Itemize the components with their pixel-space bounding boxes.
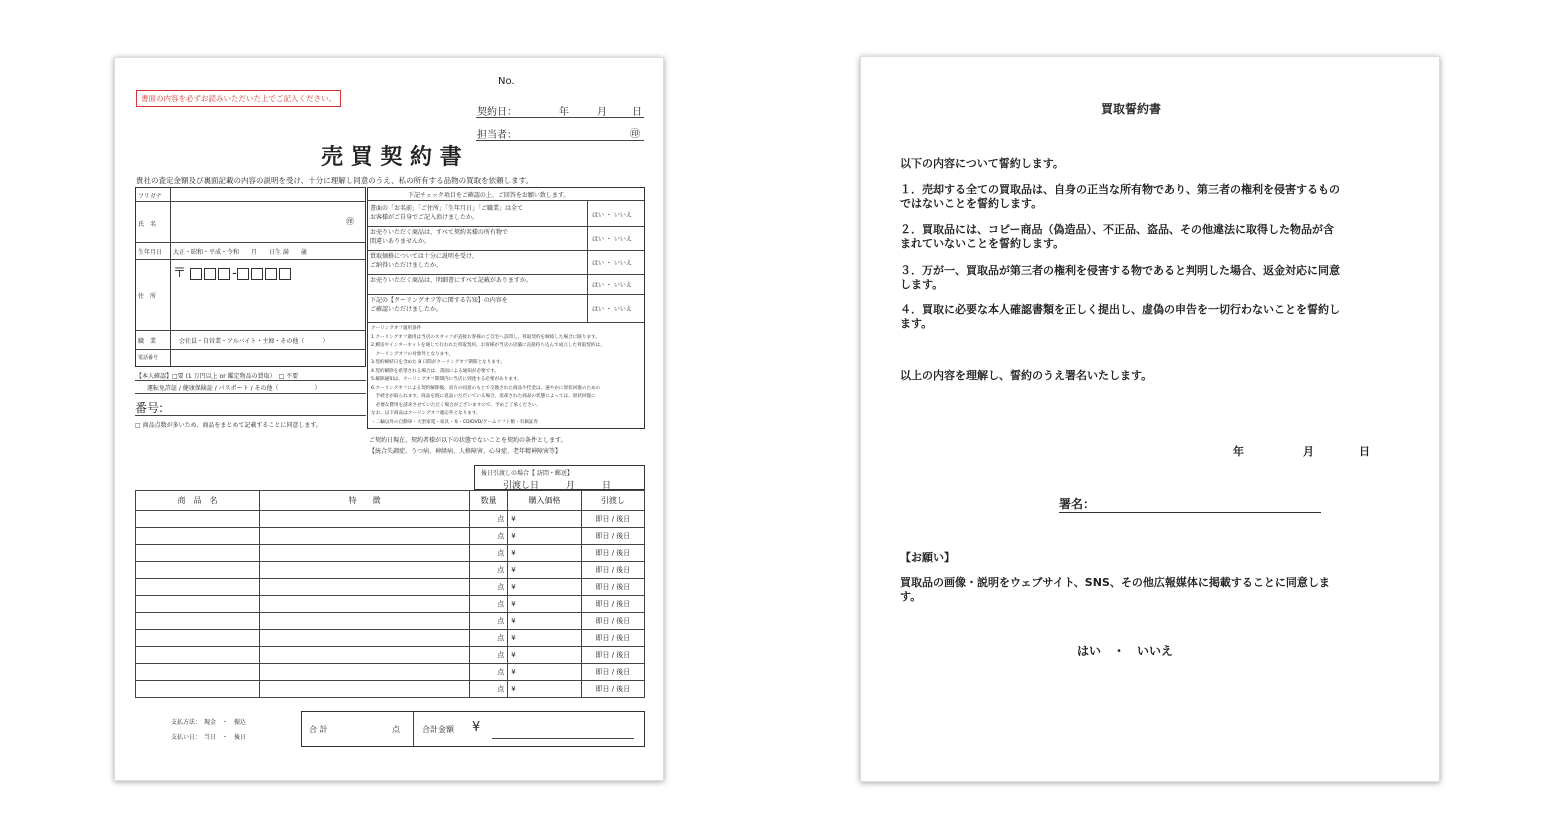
item-price-cell[interactable]: ¥	[508, 630, 582, 647]
intro-text: 貴社の査定金額及び裏面記載の内容の説明を受け、十分に理解し同意のうえ、私の所有する品物の買取を依頼します。	[136, 176, 534, 185]
cooling-off-line: ・二輪以外の自動車・大型家電・家具・本・CD/DVD/ゲームソフト類・有価証券	[371, 419, 538, 425]
payment-method: 支払方法： 現金 ・ 振込	[171, 719, 247, 726]
total-count-unit: 点	[392, 725, 400, 734]
item-feature-cell[interactable]	[260, 613, 470, 630]
check-answer-yes-no[interactable]: はい ・ いいえ	[592, 236, 632, 243]
table-row	[136, 681, 645, 698]
cooling-off-line: 6.クーリングオフによる契約解除後、双方の同意のもとで交換された商品や代金は、速やかに原状回復のための	[371, 385, 601, 391]
item-handover-cell[interactable]: 即日 / 後日	[581, 511, 644, 528]
header-item-name: 商 品 名	[136, 491, 260, 511]
pledge-item-line: ３．万が一、買取品が第三者の権利を侵害する物であると判明した場合、返金対応に同意	[900, 264, 1340, 277]
check-answer-yes-no[interactable]: はい ・ いいえ	[592, 282, 632, 289]
header-feature: 特 徴	[260, 491, 470, 511]
check-question: お売りいただく商品は、明細書にすべて記載がありますか。	[370, 277, 532, 284]
item-feature-cell[interactable]	[260, 647, 470, 664]
item-price-cell[interactable]: ¥	[508, 613, 582, 630]
contract-year: 年	[559, 107, 569, 118]
pledge-item-line: ２．買取品には、コピー商品（偽造品）、不正品、盗品、その他違法に取得した物品が含	[900, 223, 1335, 236]
item-price-cell[interactable]: ¥	[508, 562, 582, 579]
table-row	[136, 545, 645, 562]
item-feature-cell[interactable]	[260, 511, 470, 528]
item-feature-cell[interactable]	[260, 545, 470, 562]
item-handover-cell[interactable]: 即日 / 後日	[581, 681, 644, 698]
pledge-item-line: します。	[900, 278, 944, 291]
purchase-pledge-page	[860, 56, 1440, 782]
item-handover-cell[interactable]: 即日 / 後日	[581, 528, 644, 545]
job-value: 会社員・自営業・アルバイト・主婦・その他（ ）	[179, 338, 329, 345]
check-header: 下記チェック項目をご確認の上、ご回答をお願い致します。	[408, 192, 570, 199]
check-items-box	[367, 187, 645, 429]
table-row	[136, 579, 645, 596]
check-question: お客様がご自身でご記入頂けましたか。	[370, 214, 479, 221]
item-feature-cell[interactable]	[260, 630, 470, 647]
item-qty-cell[interactable]: 点	[470, 630, 508, 647]
item-qty-cell[interactable]: 点	[470, 562, 508, 579]
table-row	[136, 562, 645, 579]
table-row	[136, 647, 645, 664]
table-row	[136, 528, 645, 545]
cooling-off-line: クーリングオフの対象外となります。	[371, 351, 454, 357]
item-qty-cell[interactable]: 点	[470, 664, 508, 681]
item-name-cell[interactable]	[136, 528, 260, 545]
staff-line	[476, 140, 644, 141]
item-price-cell[interactable]: ¥	[508, 664, 582, 681]
item-feature-cell[interactable]	[260, 681, 470, 698]
phone-label: 電話番号	[138, 355, 159, 361]
item-qty-cell[interactable]: 点	[470, 596, 508, 613]
furigana-label: フリガナ	[138, 193, 162, 200]
consent-yes-no[interactable]: はい ・ いいえ	[1077, 644, 1174, 658]
cooling-off-line: クーリングオフ適用条件	[371, 326, 422, 331]
item-name-cell[interactable]	[136, 664, 260, 681]
cooling-off-line: 2.郵送やインターネットを通じて行われた買取契約、お客様が当店の店舗に直接持ち込んで成立した買取契約は、	[371, 343, 605, 348]
item-name-cell[interactable]	[136, 613, 260, 630]
table-row	[136, 596, 645, 613]
notice-box: 書面の内容を必ずお読みいただいた上でご記入ください。	[136, 90, 341, 107]
item-name-cell[interactable]	[136, 596, 260, 613]
birth-value: 大正・昭和・平成・令和 月 日生 満 歳	[173, 249, 307, 256]
pledge-lead: 以下の内容について誓約します。	[900, 157, 1064, 170]
table-row	[136, 511, 645, 528]
item-qty-cell[interactable]: 点	[470, 579, 508, 596]
item-qty-cell[interactable]: 点	[470, 511, 508, 528]
item-handover-cell[interactable]: 即日 / 後日	[581, 630, 644, 647]
item-price-cell[interactable]: ¥	[508, 647, 582, 664]
staff-label: 担当者：	[477, 130, 517, 141]
sign-day: 日	[1359, 445, 1370, 458]
item-feature-cell[interactable]	[260, 596, 470, 613]
check-question: 間違いありませんか。	[370, 238, 431, 245]
later-delivery-box	[474, 465, 645, 490]
pledge-item-line: １．売却する全ての買取品は、自身の正当な所有物であり、第三者の権利を侵害するもの	[900, 183, 1340, 196]
item-feature-cell[interactable]	[260, 664, 470, 681]
id-check-line-2: 運転免許証 / 健康保険証 / パスポート / その他（ ）	[147, 385, 321, 392]
item-handover-cell[interactable]: 即日 / 後日	[581, 579, 644, 596]
table-row	[136, 613, 645, 630]
pledge-closing: 以上の内容を理解し、誓約のうえ署名いたします。	[900, 369, 1153, 382]
cooling-off-line: 必要な費用を請求させていただく場合がございますので、予めご了承ください。	[371, 402, 541, 408]
item-handover-cell[interactable]: 即日 / 後日	[581, 562, 644, 579]
pledge-item-line: ます。	[900, 317, 933, 330]
item-name-cell[interactable]	[136, 562, 260, 579]
request-line-1: 買取品の画像・説明をウェブサイト、SNS、その他広報媒体に掲載することに同意しま	[900, 576, 1330, 589]
item-price-cell[interactable]: ¥	[508, 681, 582, 698]
item-feature-cell[interactable]	[260, 528, 470, 545]
item-name-cell[interactable]	[136, 511, 260, 528]
contract-date-line	[476, 117, 644, 118]
item-handover-cell[interactable]: 即日 / 後日	[581, 664, 644, 681]
delivery-date: 引渡し日 月 日	[503, 481, 612, 491]
contract-day: 日	[632, 107, 642, 118]
item-qty-cell[interactable]: 点	[470, 613, 508, 630]
items-table	[135, 490, 645, 698]
item-handover-cell[interactable]: 即日 / 後日	[581, 647, 644, 664]
item-name-cell[interactable]	[136, 647, 260, 664]
check-answer-yes-no[interactable]: はい ・ いいえ	[592, 260, 632, 267]
pledge-title: 買取誓約書	[1101, 102, 1162, 116]
item-qty-cell[interactable]: 点	[470, 528, 508, 545]
address-label: 住 所	[138, 293, 157, 300]
no-label: No.	[498, 76, 515, 87]
check-question: ご確認いただけましたか。	[370, 306, 443, 313]
item-name-cell[interactable]	[136, 579, 260, 596]
check-question: ご納得いただけましたか。	[370, 262, 443, 269]
check-question: 買取価格については十分に説明を受け、	[370, 253, 478, 260]
id-check-line-1: 【本人確認】□要 (1 万円以上 or 鑑定物品の買取） □ 不要	[136, 373, 299, 380]
postal-mark: 〒	[173, 266, 187, 281]
item-name-cell[interactable]	[136, 545, 260, 562]
total-amount-label: 合計金額	[422, 725, 454, 734]
signature-label: 署名：	[1059, 497, 1096, 511]
check-answer-yes-no[interactable]: はい ・ いいえ	[592, 212, 632, 219]
number-label: 番号:	[135, 401, 164, 415]
table-row	[136, 630, 645, 647]
postal-code-boxes[interactable]: 〒 -	[173, 262, 293, 281]
check-question: 書面の「お名前」「ご住所」「生年月日」「ご職業」は全て	[370, 205, 524, 212]
item-handover-cell[interactable]: 即日 / 後日	[581, 545, 644, 562]
pledge-item-line: ではないことを誓約します。	[900, 197, 1043, 210]
contract-date-label: 契約日：	[477, 107, 517, 118]
request-label: 【お願い】	[900, 551, 955, 564]
request-line-2: す。	[900, 590, 922, 603]
total-yen-mark: ¥	[472, 720, 481, 735]
staff-seal: ㊞	[630, 129, 640, 140]
signature-line[interactable]	[1059, 512, 1321, 513]
item-price-cell[interactable]: ¥	[508, 511, 582, 528]
item-price-cell[interactable]: ¥	[508, 596, 582, 613]
check-answer-yes-no[interactable]: はい ・ いいえ	[592, 306, 632, 313]
cooling-off-line: 手続きが取られます。商品を既に返品いただいている場合、返却された商品の状態によっては、原状回復に	[371, 394, 596, 399]
cooling-off-line: 1.クーリングオフ適用は当店のスタッフが直接お客様のご自宅へ訪問し、買取契約を締結した場合に限ります。	[371, 334, 600, 340]
header-qty: 数量	[470, 491, 508, 511]
total-count-label: 合 計	[309, 725, 328, 734]
check-question: お売りいただく商品は、すべて契約名様の所有物で	[370, 229, 508, 236]
sign-year: 年	[1233, 445, 1244, 458]
table-row	[136, 664, 645, 681]
job-label: 職 業	[138, 338, 157, 345]
birth-label: 生年月日	[138, 249, 163, 256]
header-handover: 引渡し	[581, 491, 644, 511]
bulk-consent-checkbox[interactable]: □ 商品点数が多いため、商品をまとめて記載することに同意します。	[135, 422, 322, 429]
item-name-cell[interactable]	[136, 681, 260, 698]
pledge-item-line: ４．買取に必要な本人確認書類を正しく提出し、虚偽の申告を一切行わないことを誓約し	[900, 303, 1340, 316]
item-price-cell[interactable]: ¥	[508, 579, 582, 596]
name-label: 氏 名	[138, 221, 157, 228]
sales-contract-page	[114, 57, 664, 781]
payment-date: 支払い日： 当日 ・ 後日	[171, 734, 247, 741]
item-name-cell[interactable]	[136, 630, 260, 647]
item-price-cell[interactable]: ¥	[508, 545, 582, 562]
sign-month: 月	[1303, 445, 1314, 458]
check-question: 下記の【クーリングオフ等に関する告知】の内容を	[370, 297, 508, 304]
item-handover-cell[interactable]: 即日 / 後日	[581, 613, 644, 630]
item-handover-cell[interactable]: 即日 / 後日	[581, 596, 644, 613]
cooling-off-line: 3.契約締結日を含めた 8 日間がクーリングオフ期間となります。	[371, 360, 505, 365]
name-seal: ㊞	[346, 217, 354, 226]
item-feature-cell[interactable]	[260, 562, 470, 579]
condition-line-2: 【統合失調症、うつ病、神経病、人格障害、心身症、老年精神障害等】	[369, 448, 562, 455]
cooling-off-line: 5.解除通知は、クーリングオフ期間内に当店に到達する必要があります。	[371, 377, 522, 382]
page-title: 売 買 契 約 書	[321, 144, 462, 170]
totals-box	[301, 711, 645, 747]
customer-info-box	[135, 187, 366, 367]
item-price-cell[interactable]: ¥	[508, 528, 582, 545]
header-price: 購入価格	[508, 491, 582, 511]
cooling-off-line: なお、以下商品はクーリングオフ適応外となります。	[371, 411, 481, 416]
contract-month: 月	[597, 107, 607, 118]
item-qty-cell[interactable]: 点	[470, 545, 508, 562]
condition-line-1: ご契約日現在、契約者様が以下の状態でないことを契約の条件とします。	[369, 437, 567, 444]
cooling-off-line: 4.契約解除を希望される場合は、書面による通知が必要です。	[371, 368, 500, 374]
item-feature-cell[interactable]	[260, 579, 470, 596]
later-delivery-label: 後日引渡しの場合【 訪問・郵送】	[481, 470, 573, 477]
item-qty-cell[interactable]: 点	[470, 647, 508, 664]
pledge-item-line: まれていないことを誓約します。	[900, 237, 1065, 250]
item-qty-cell[interactable]: 点	[470, 681, 508, 698]
